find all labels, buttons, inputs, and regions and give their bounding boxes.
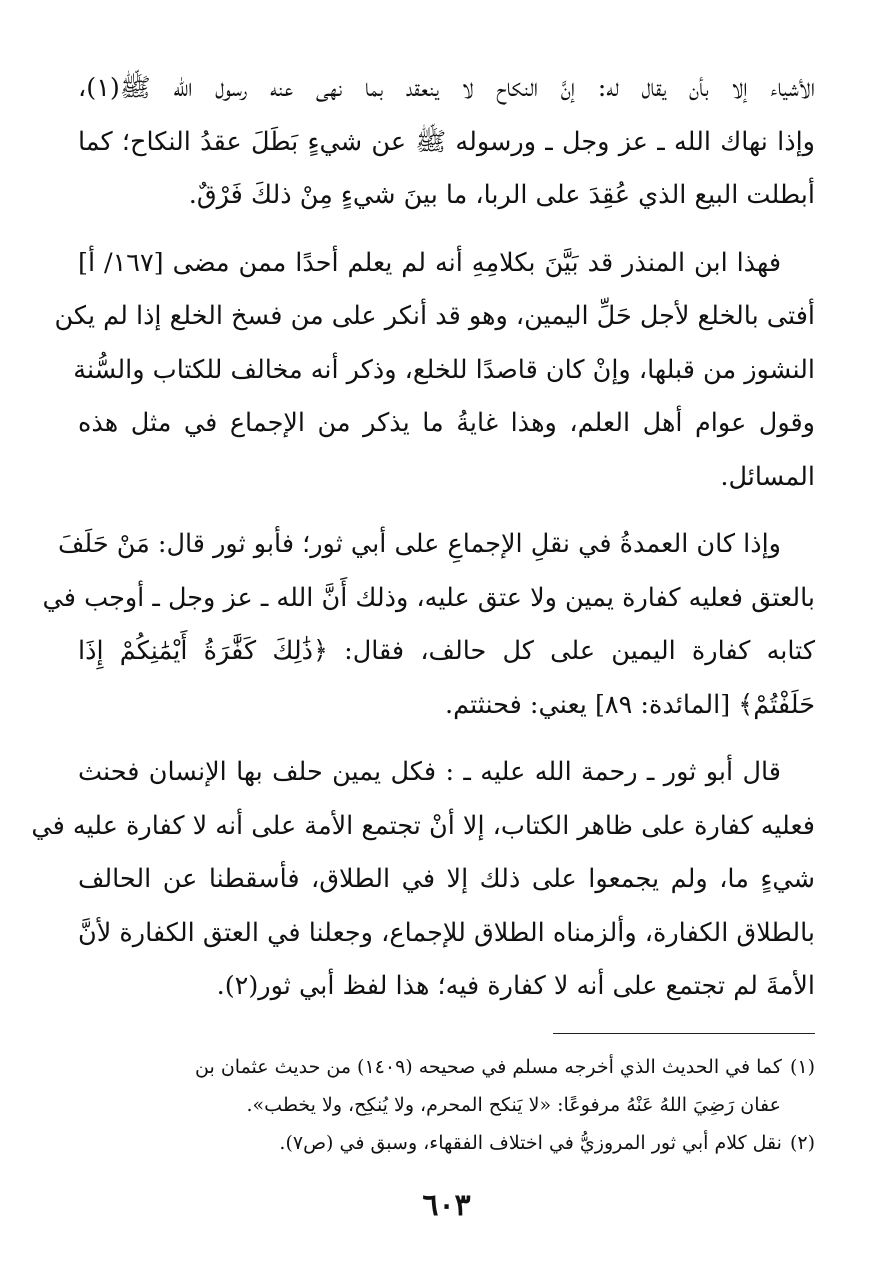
text-line: حَلَفْتُمْ﴾ [المائدة: ٨٩] يعني: فحنثتم. [445,689,815,720]
text-line: وإذا نهاك الله ـ عز وجل ـ ورسوله ﷺ عن شيءٍ بَطَلَ عقدُ النكاح؛ كما [78,126,815,157]
footnote-separator [553,1033,815,1034]
footnote-2 [78,1124,815,1162]
page-number: ٦٠٣ [422,1188,471,1223]
paragraph-1 [78,62,815,223]
text-line: بالطلاق الكفارة، وألزمناه الطلاق للإجماع، وجعلنا في العتق الكفارة لأنَّ [78,917,815,948]
footnote-number: (١) [789,1056,815,1078]
paragraph-4 [31,746,815,1014]
main-text [31,62,815,1028]
text-line: وقول عوام أهل العلم، وهذا غايةُ ما يذكر من الإجماع في مثل هذه [78,408,815,438]
quran-verse-line: كتابه كفارة اليمين على كل حالف، فقال: ﴿ذَٰلِكَ كَفَّٰرَةُ أَيْمَٰنِكُمْ إِذَا [78,636,815,666]
text-line: المسائل. [720,461,815,492]
text-line: وإذا كان العمدةُ في نقلِ الإجماعِ على أبي ثور؛ فأبو ثور قال: مَنْ حَلَفَ [58,529,781,559]
text-line: أبطلت البيع الذي عُقِدَ على الربا، ما بينَ شيءٍ مِنْ ذلكَ فَرْقٌ. [188,180,815,210]
text-line: قال أبو ثور ـ رحمة الله عليه ـ : فكل يمين حلف بها الإنسان فحنث [78,757,781,787]
footnote-1 [78,1048,815,1086]
paragraph-3 [42,518,815,732]
footnote-1-continued: عفان رَضِيَ اللهُ عَنْهُ مرفوعًا: «لا يَنكح المحرم، ولا يُنكِح، ولا يخطب». [246,1094,781,1116]
text-line: أفتى بالخلع لأجل حَلِّ اليمين، وهو قد أنكر على من فسخ الخلع إذا لم يكن [54,301,815,331]
footnote-text: نقل كلام أبي ثور المروزيُّ في اختلاف الفقهاء، وسبق في (ص٧). [279,1132,782,1154]
footnote-text: كما في الحديث الذي أخرجه مسلم في صحيحه (١٤٠٩) من حديث عثمان بن [195,1056,782,1078]
text-line: فعليه كفارة على ظاهر الكتاب، إلا أنْ تجتمع الأمة على أنه لا كفارة عليه في [31,810,815,841]
text-line: الأشياء إلا بأن يقال له: إنَّ النكاح لا ينعقد بما نهى عنه رسول الله ﷺ(١)، [78,73,815,103]
text-line: شيءٍ ما، ولم يجمعوا على ذلك إلا في الطلاق، فأسقطنا عن الحالف [78,864,815,894]
text-line: بالعتق فعليه كفارة يمين ولا عتق عليه، وذلك أَنَّ الله ـ عز وجل ـ أوجب في [42,582,815,613]
footnote-number: (٢) [789,1132,815,1154]
text-line: الأمةَ لم تجتمع على أنه لا كفارة فيه؛ هذا لفظ أبي ثور(٢). [216,971,815,1001]
text-line: النشوز من قبلها، وإنْ كان قاصدًا للخلع، وذكر أنه مخالف للكتاب والسُّنة [73,354,815,385]
paragraph-2 [54,237,815,505]
text-line: فهذا ابن المنذر قد بَيَّنَ بكلامِهِ أنه لم يعلم أحدًا ممن مضى [١٦٧/ أ] [78,247,782,278]
footnotes [78,1048,815,1162]
